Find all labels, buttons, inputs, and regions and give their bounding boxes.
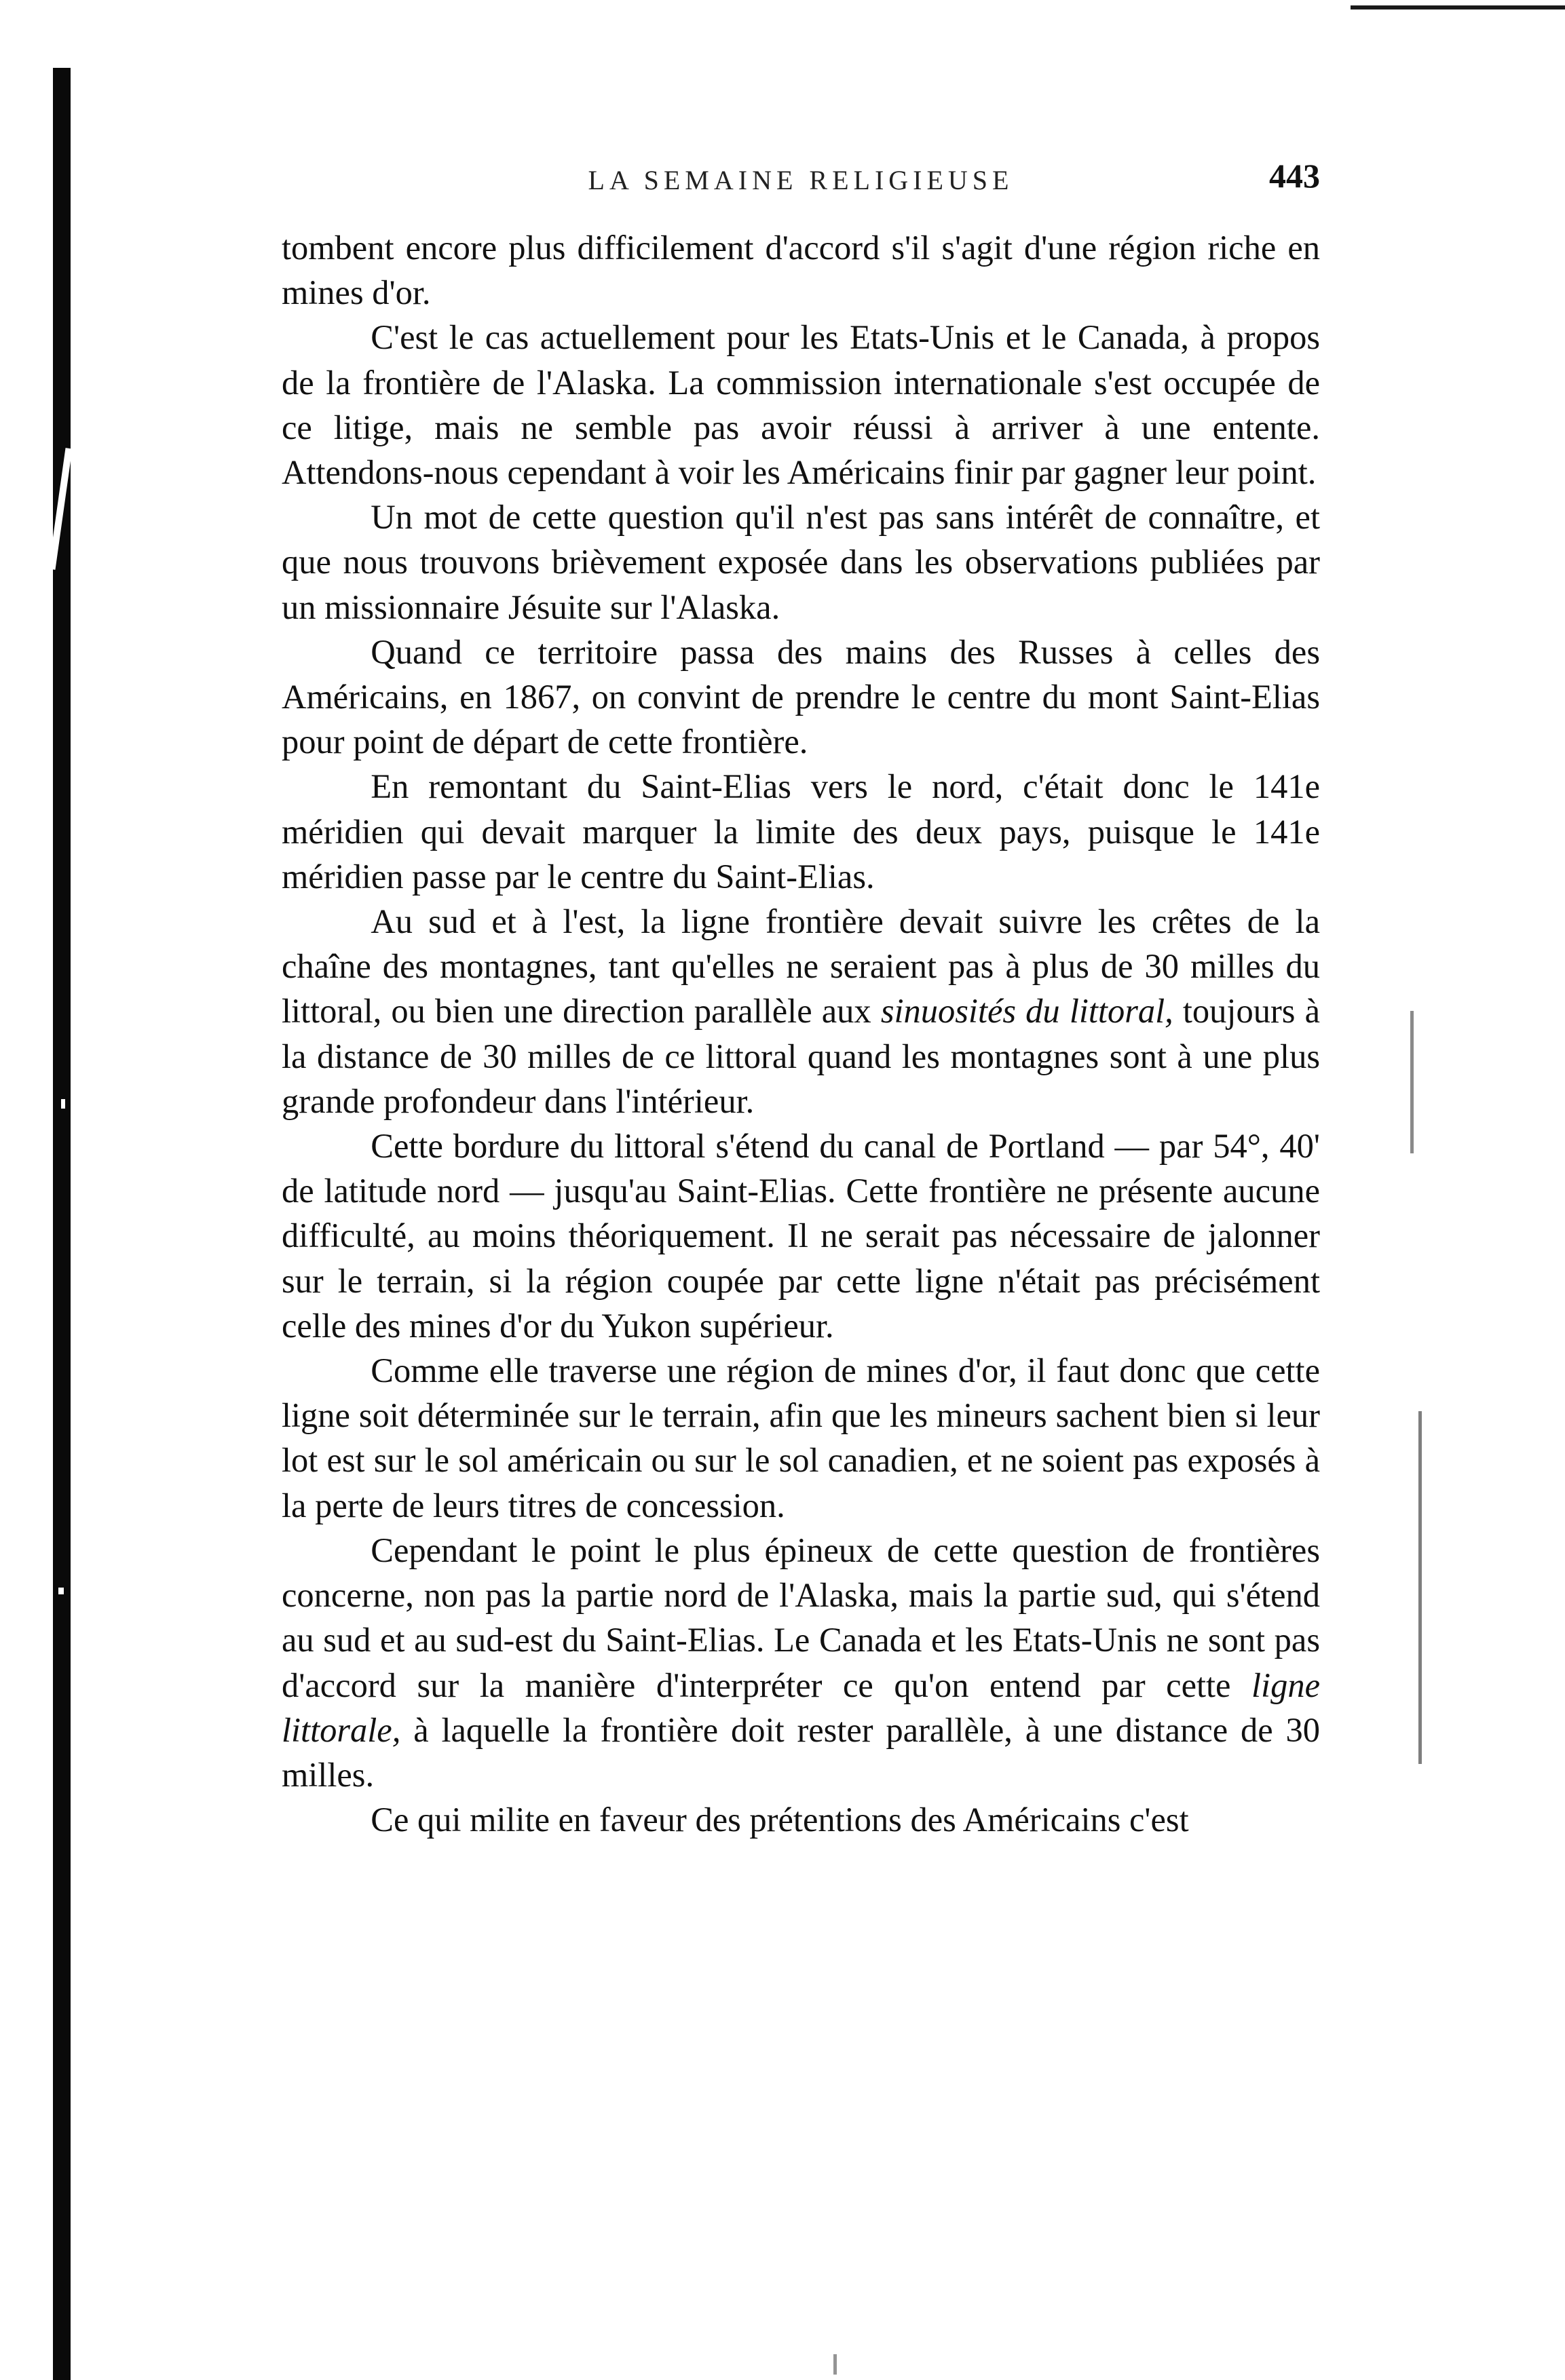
paragraph-text: Quand ce territoire passa des mains des Russes à celles des Américains, en 1867, on convint de prendre le centre du mont Saint-Elias pour point de départ de cette frontière. bbox=[282, 632, 1320, 761]
paragraph-text: Cette bordure du littoral s'étend du canal de Portland — par 54°, 40' de latitude nord — jusqu'au Saint-Elias. Cette frontière ne présente aucune difficulté, au moins théoriquement. Il ne serait pas nécessaire de jalonner sur le terrain, si la région coupée par cette ligne n'était pas précisément celle des mines d'or du Yukon supérieur. bbox=[282, 1127, 1320, 1345]
paragraph bbox=[282, 899, 1320, 1124]
paragraph-text: Cependant le point le plus épineux de cette question de frontières concerne, non pas la partie nord de l'Alaska, mais la partie sud, qui s'étend au sud et au sud-est du Saint-Elias. Le Canada et les Etats-Unis ne sont pas d'accord sur la manière d'interpréter ce qu'on entend par cette bbox=[282, 1531, 1320, 1704]
scan-artifact bbox=[1418, 1411, 1422, 1764]
paragraph-text: En remontant du Saint-Elias vers le nord, c'était donc le 141e méridien qui devait marquer la limite des deux pays, puisque le 141e méridien passe par le centre du Saint-Elias. bbox=[282, 767, 1320, 896]
paragraph bbox=[282, 495, 1320, 630]
book-page bbox=[282, 156, 1320, 1842]
paragraph bbox=[282, 630, 1320, 765]
paragraph-text: Au sud et à l'est, la ligne frontière devait suivre les crêtes de la chaîne des montagnes, tant qu'elles ne seraient pas à plus de 30 milles du littoral, ou bien une direction parallèle aux bbox=[282, 902, 1320, 1031]
binding-tear bbox=[49, 448, 73, 570]
binding-edge bbox=[53, 68, 71, 2380]
binding-speck bbox=[58, 1588, 64, 1594]
italic-phrase: ligne littorale, bbox=[282, 1666, 1320, 1749]
scan-artifact bbox=[833, 2354, 837, 2375]
top-edge-rule bbox=[1351, 5, 1565, 9]
paragraph-text: C'est le cas actuellement pour les Etats-Unis et le Canada, à propos de la frontière de l'Alaska. La commission internationale s'est occupée de ce litige, mais ne semble pas avoir réussi à arriver à une entente. Attendons-nous cependant à voir les Américains finir par gagner leur point. bbox=[282, 318, 1320, 492]
paragraph bbox=[282, 764, 1320, 899]
paragraph bbox=[282, 1528, 1320, 1797]
paragraph bbox=[282, 225, 1320, 315]
paragraph-text: Ce qui milite en faveur des prétentions des Américains c'est bbox=[371, 1801, 1189, 1839]
paragraph-text: tombent encore plus difficilement d'accord s'il s'agit d'une région riche en mines d'or. bbox=[282, 229, 1320, 312]
paragraph bbox=[282, 1124, 1320, 1348]
text-body bbox=[282, 225, 1320, 1842]
page-number: 443 bbox=[1269, 157, 1320, 195]
paragraph bbox=[282, 315, 1320, 495]
italic-phrase: sinuosités du littoral, bbox=[880, 992, 1173, 1031]
binding-speck bbox=[61, 1099, 65, 1109]
running-title: LA SEMAINE RELIGIEUSE bbox=[588, 165, 1014, 195]
running-head bbox=[282, 156, 1320, 210]
paragraph-text: Un mot de cette question qu'il n'est pas sans intérêt de connaître, et que nous trouvons brièvement exposée dans les observations publiées par un missionnaire Jésuite sur l'Alaska. bbox=[282, 498, 1320, 626]
paragraph-text: à laquelle la frontière doit rester parallèle, à une distance de 30 milles. bbox=[282, 1710, 1320, 1794]
scan-artifact bbox=[1410, 1011, 1414, 1153]
paragraph bbox=[282, 1797, 1320, 1842]
paragraph-text: Comme elle traverse une région de mines d'or, il faut donc que cette ligne soit déterminée sur le terrain, afin que les mineurs sachent bien si leur lot est sur le sol américain ou sur le sol canadien, et ne soient pas exposés à la perte de leurs titres de concession. bbox=[282, 1351, 1320, 1524]
paragraph-text: toujours à la distance de 30 milles de ce littoral quand les montagnes sont à une plus grande profondeur dans l'intérieur. bbox=[282, 992, 1320, 1120]
paragraph bbox=[282, 1348, 1320, 1528]
